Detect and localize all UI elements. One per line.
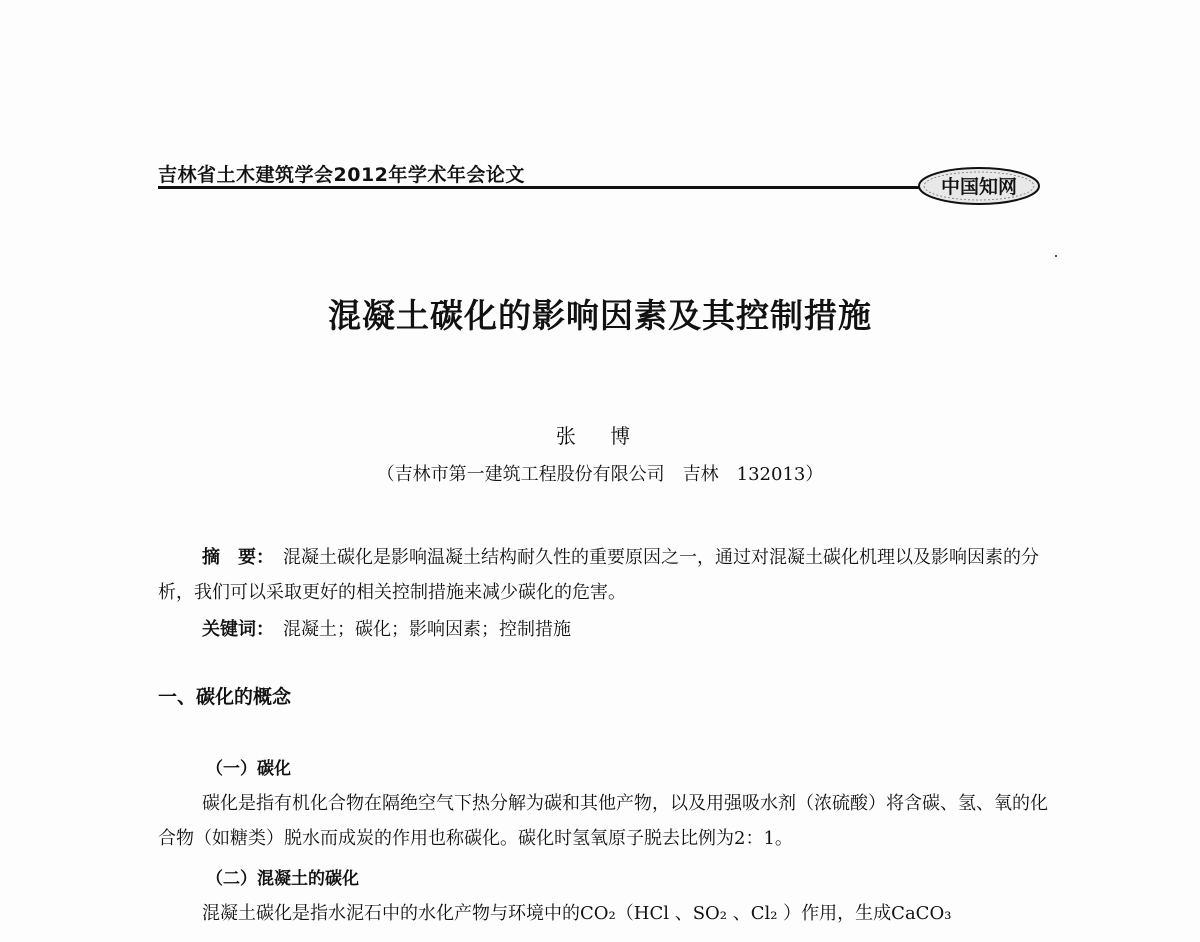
cnki-logo — [917, 166, 1041, 206]
subsection-heading-concrete-carbonization: （二）混凝土的碳化 — [206, 869, 359, 889]
abstract-label: 摘 要： — [202, 547, 265, 568]
scan-speck — [1055, 255, 1057, 257]
keywords-text: 混凝土；碳化；影响因素；控制措施 — [283, 619, 571, 640]
author-name: 张 博 — [555, 424, 645, 448]
keywords-block — [202, 612, 571, 647]
cnki-logo-text: 中国知网 — [940, 176, 1018, 198]
running-header: 吉林省土木建筑学会2012年学术年会论文 — [158, 164, 525, 186]
abstract-block — [158, 540, 1048, 610]
paragraph-carbonization: 碳化是指有机化合物在隔绝空气下热分解为碳和其他产物，以及用强吸水剂（浓硫酸）将含碳、氢、氧的化合物（如糖类）脱水而成炭的作用也称碳化。碳化时氢氧原子脱去比例为2：1。 — [158, 793, 1048, 849]
paper-title: 混凝土碳化的影响因素及其控制措施 — [328, 296, 872, 335]
paragraph-concrete-carbonization: 混凝土碳化是指水泥石中的水化产物与环境中的CO₂（HCl 、SO₂ 、Cl₂ ）作用，生成CaCO₃ — [202, 903, 952, 924]
author-affiliation: （吉林市第一建筑工程股份有限公司 吉林 132013） — [376, 464, 824, 485]
section-heading: 一、碳化的概念 — [158, 686, 292, 708]
header-rule — [158, 186, 928, 189]
keywords-label: 关键词： — [202, 619, 265, 640]
subsection-heading-carbonization: （一）碳化 — [206, 759, 291, 779]
abstract-text: 混凝土碳化是影响温凝土结构耐久性的重要原因之一，通过对混凝土碳化机理以及影响因素的分析，我们可以采取更好的相关控制措施来减少碳化的危害。 — [158, 547, 1039, 603]
